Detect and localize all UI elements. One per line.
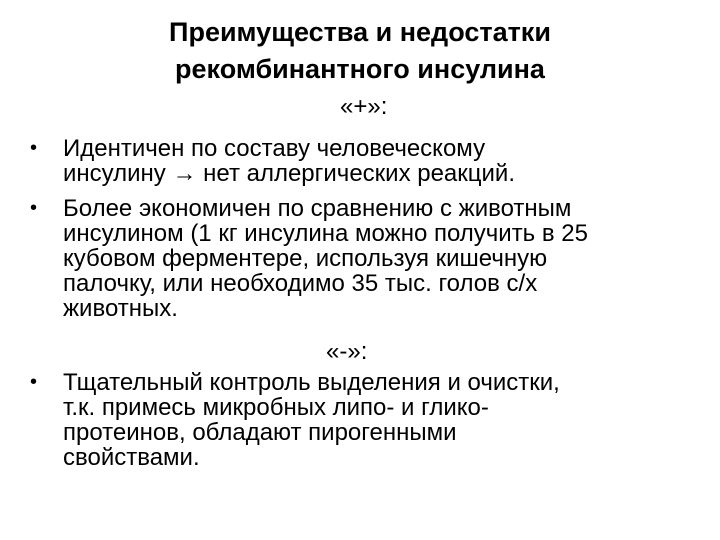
bullet-line: свойствами. — [63, 444, 200, 471]
bullet-text — [63, 196, 588, 321]
slide-title-line: Преимущества и недостатки — [169, 17, 551, 47]
bullet-line: инсулином (1 кг инсулина можно получить в 25 — [63, 220, 588, 247]
advantages-heading: «+»: — [340, 93, 388, 120]
bullet-line: т.к. примесь микробных липо- и глико- — [63, 394, 489, 421]
slide-title-line: рекомбинантного инсулина — [175, 54, 545, 84]
bullet-line: инсулину → нет аллергических реакций. — [63, 160, 516, 187]
bullet-marker: • — [30, 197, 38, 219]
bullet-line: палочку, или необходимо 35 тыс. голов с/х — [63, 270, 538, 297]
bullet-line: Более экономичен по сравнению с животным — [63, 195, 572, 222]
bullet-line: кубовом ферментере, используя кишечную — [63, 245, 548, 272]
bullet-line: Идентичен по составу человеческому — [63, 135, 486, 162]
disadvantages-heading: «-»: — [326, 338, 368, 365]
bullet-marker: • — [30, 137, 38, 159]
bullet-marker: • — [30, 371, 38, 393]
bullet-text — [63, 370, 560, 470]
bullet-text — [63, 136, 515, 186]
slide-title — [60, 14, 660, 88]
bullet-line: протеинов, обладают пирогенными — [63, 419, 457, 446]
bullet-line: Тщательный контроль выделения и очистки, — [63, 369, 560, 396]
bullet-line: животных. — [63, 295, 178, 322]
